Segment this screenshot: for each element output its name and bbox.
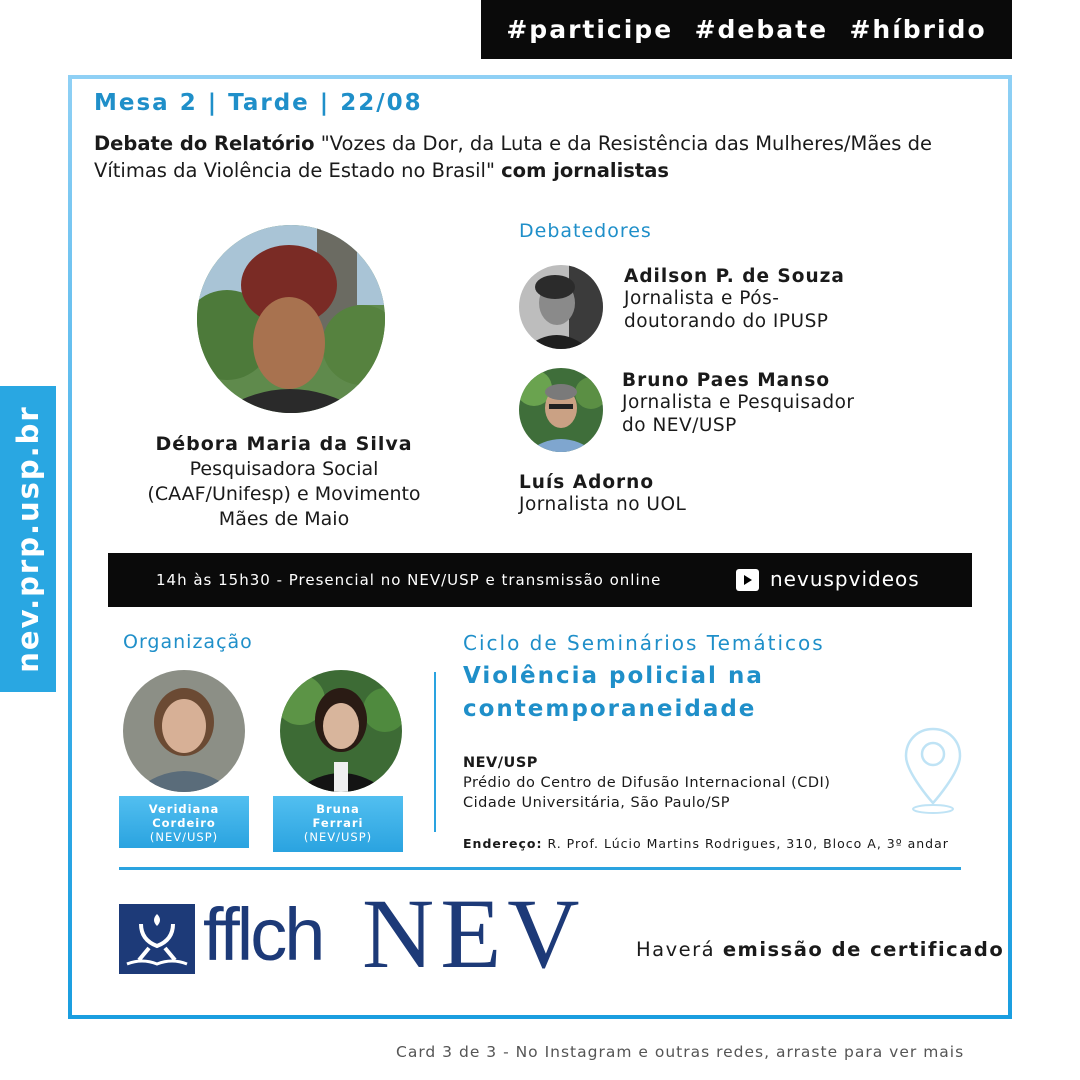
organizer-affiliation: (NEV/USP) xyxy=(149,830,219,844)
fflch-logo-text: fflch xyxy=(203,893,323,976)
location-city: Cidade Universitária, São Paulo/SP xyxy=(463,795,730,811)
portrait-illustration xyxy=(519,265,603,349)
hashtag-bar xyxy=(481,0,1012,59)
debater-photo-adilson xyxy=(519,265,603,349)
session-title: Mesa 2 | Tarde | 22/08 xyxy=(94,90,423,116)
debater-role-line1: Jornalista e Pós- xyxy=(624,288,780,309)
vertical-divider xyxy=(434,672,436,832)
organizer-name-line1: Veridiana xyxy=(148,802,220,816)
main-speaker-name: Débora Maria da Silva xyxy=(155,433,413,455)
organization-heading: Organização xyxy=(123,631,253,653)
organizer-card-bruna xyxy=(273,796,403,852)
cycle-title-line1: Violência policial na xyxy=(463,663,764,689)
schedule-text: 14h às 15h30 - Presencial no NEV/USP e transmissão online xyxy=(156,571,662,589)
location-building: Prédio do Centro de Difusão Internacional (CDI) xyxy=(463,775,831,791)
side-url-label[interactable] xyxy=(0,386,56,692)
debater-role-line1: Jornalista no UOL xyxy=(519,494,687,515)
debater-name: Adilson P. de Souza xyxy=(624,266,845,287)
address-label: Endereço: xyxy=(463,836,543,851)
debater-name: Bruno Paes Manso xyxy=(622,370,831,391)
portrait-illustration xyxy=(197,225,385,413)
certificate-bold: emissão de certificado xyxy=(722,938,1005,961)
location-org: NEV/USP xyxy=(463,755,538,771)
fflch-emblem-icon xyxy=(119,904,195,974)
main-speaker-role: Pesquisadora Social (CAAF/Unifesp) e Movimento Mães de Maio xyxy=(147,458,421,530)
cycle-title-line2: contemporaneidade xyxy=(463,696,757,722)
debater-photo-bruno xyxy=(519,368,603,452)
cycle-title xyxy=(463,660,764,726)
organizer-photo-bruna xyxy=(280,670,402,792)
certificate-note xyxy=(636,938,1004,961)
debate-title xyxy=(94,130,994,184)
portrait-illustration xyxy=(123,670,245,792)
main-speaker xyxy=(130,432,438,532)
debate-title-text: "Vozes da Dor, da Luta e da Resistência das Mulheres/Mães de Vítimas da Violência de Estado no Brasil" xyxy=(94,132,932,182)
portrait-illustration xyxy=(519,368,603,452)
debaters-heading: Debatedores xyxy=(519,220,652,242)
address-line xyxy=(463,836,949,851)
debater-role-line1: Jornalista e Pesquisador xyxy=(622,392,855,413)
side-url-text: nev.prp.usp.br xyxy=(11,405,45,673)
debater-luis xyxy=(519,472,686,516)
organizer-name-line2: Ferrari xyxy=(312,816,364,830)
youtube-play-icon[interactable] xyxy=(736,569,759,591)
cycle-label: Ciclo de Seminários Temáticos xyxy=(463,631,825,655)
card-footer: Card 3 de 3 - No Instagram e outras redes, arraste para ver mais xyxy=(396,1043,965,1061)
debater-role-line2: doutorando do IPUSP xyxy=(624,311,829,332)
horizontal-divider xyxy=(119,867,961,870)
main-speaker-photo xyxy=(197,225,385,413)
location-block xyxy=(463,753,830,813)
schedule-bar xyxy=(108,553,972,607)
organizer-affiliation: (NEV/USP) xyxy=(303,830,373,844)
video-channel-link[interactable]: nevuspvideos xyxy=(770,567,920,591)
location-pin-icon xyxy=(902,725,964,821)
address-text: R. Prof. Lúcio Martins Rodrigues, 310, Bloco A, 3º andar xyxy=(542,836,949,851)
portrait-illustration xyxy=(280,670,402,792)
certificate-prefix: Haverá xyxy=(636,938,723,961)
debate-title-bold-end: com jornalistas xyxy=(501,159,669,182)
debater-role-line2: do NEV/USP xyxy=(622,415,737,436)
debater-bruno xyxy=(622,370,855,437)
debater-adilson xyxy=(624,266,845,333)
debate-title-bold: Debate do Relatório xyxy=(94,132,315,155)
debater-name: Luís Adorno xyxy=(519,472,655,493)
organizer-name-line1: Bruna xyxy=(316,802,360,816)
organizer-name-line2: Cordeiro xyxy=(152,816,216,830)
organizer-photo-veridiana xyxy=(123,670,245,792)
hashtags-text: #participe #debate #híbrido xyxy=(506,15,987,44)
organizer-card-veridiana xyxy=(119,796,249,848)
nev-logo-text: NEV xyxy=(362,878,586,989)
